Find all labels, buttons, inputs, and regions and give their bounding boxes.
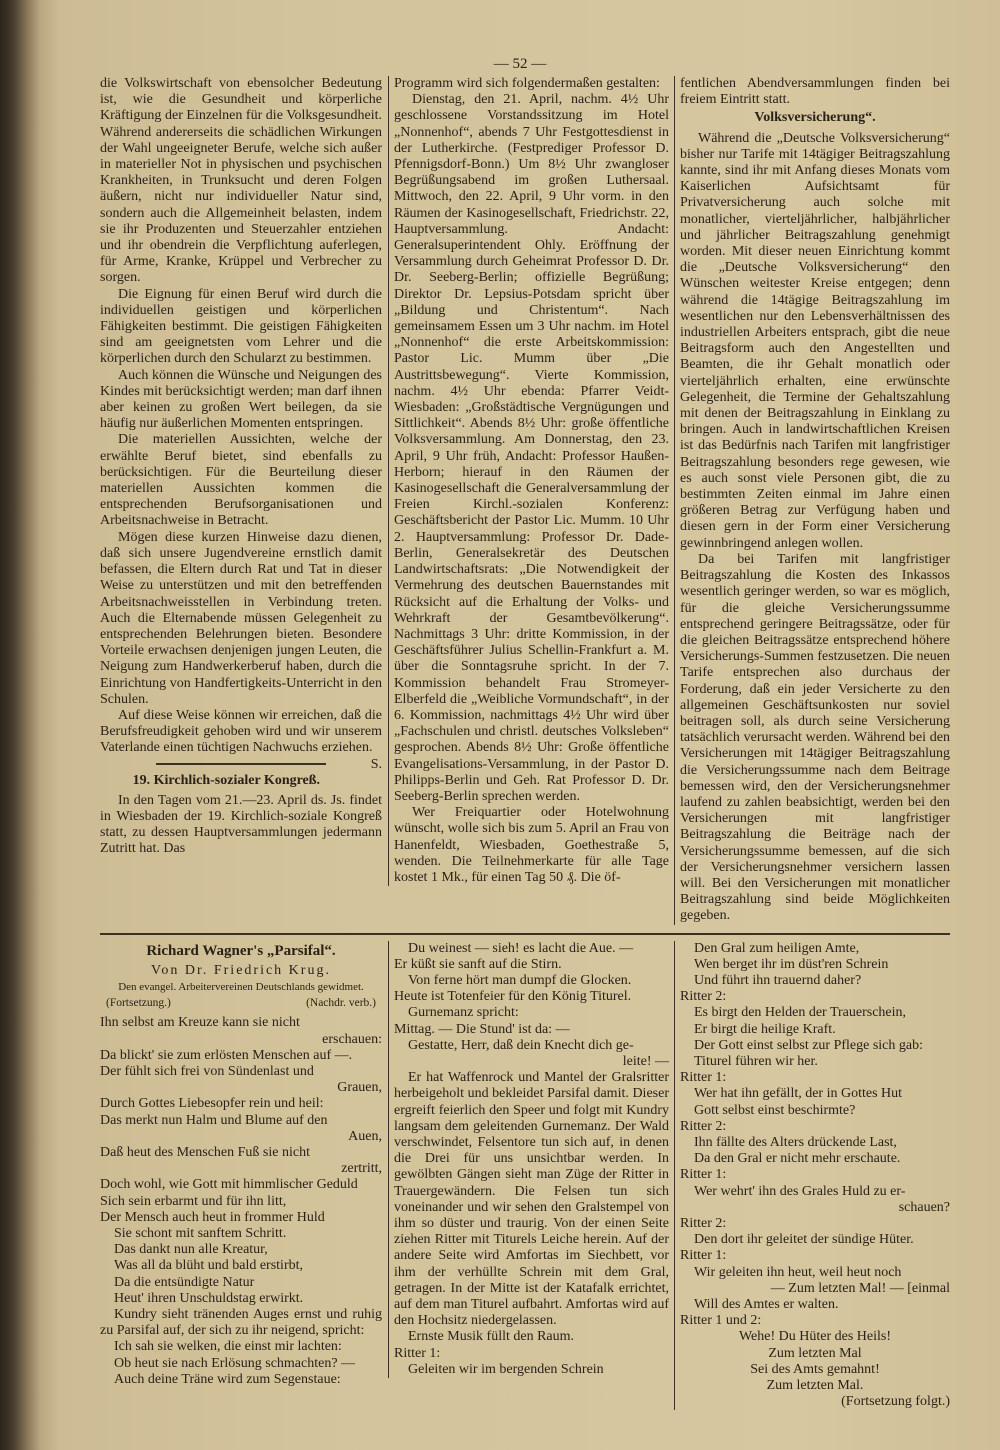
paragraph bbox=[394, 76, 669, 92]
verse-line: Ich sah sie welken, die einst mir lachten: bbox=[114, 1339, 342, 1355]
paragraph-text: fentlichen Abendversammlungen finden bei freiem Eintritt statt. bbox=[680, 76, 950, 108]
speaker-label: Ritter 2: bbox=[680, 1216, 727, 1232]
verse-line: Der fühlt sich frei von Sündenlast und bbox=[100, 1063, 314, 1079]
verse-line: Zum letzten Mal. bbox=[766, 1378, 864, 1394]
stage-direction: Kundry sieht tränenden Auges ernst und ruhig zu Parsifal auf, der sich zu ihr neigend, spricht: bbox=[100, 1307, 382, 1339]
poem-text bbox=[100, 1015, 382, 1388]
verse-line: Und führt ihn trauernd daher? bbox=[694, 972, 862, 988]
section-heading: 19. Kirchlich-sozialer Kongreß. bbox=[132, 772, 321, 788]
reprint-note: (Nachdr. verb.) bbox=[306, 997, 376, 1010]
verse-line: Grauen, bbox=[337, 1080, 382, 1096]
verse-line: Den Gral zum heiligen Amte, bbox=[694, 940, 860, 956]
verse-line: Der Gott einst selbst zur Pflege sich gab: bbox=[694, 1037, 924, 1053]
paragraph-text: Mögen diese kurzen Hinweise dazu dienen, daß sich unsere Jugendvereine ernstlich damit befassen, die Eltern durch Rat und Tat in dieser Weise zu unterstützen und mit den betreffenden Arbeitsnachweisstellen in Verbindung treten. Auch die Elternabende müssen Gelegenheit zu entsprechenden Belehrungen bieten. Besondere Vorteile erwachsen denjenigen jungen Leuten, die Neigung zum Handwerkerberuf haben, durch die Einrichtung von Handfertigkeits-Unterricht in den Schulen. bbox=[100, 529, 382, 707]
verse-line: Sich sein erbarmt und für ihn litt, bbox=[100, 1193, 287, 1209]
paragraph-text: Während die „Deutsche Volksversicherung“ bisher nur Tarife mit 14tägiger Beitragszahlung kannte, sind ihr mit Anfang dieses Monats vom Kaiserlichen Aufsichtsamt für Privatversicherung auch solche mit monatlicher, vierteljährlicher, halbjährlicher und jährlicher Beitragszahlung genehmigt worden. Mit dieser neuen Einrichtung kommt die „Deutsche Volksversicherung“ den Wünschen weitester Kreise entgegen; denn während die 14tägige Beitragszahlung im wesentlichen nur den Lebensverhältnissen des industriellen Arbeiters entsprach, gibt die neue Beitragsform auch den Angestellten und Beamten, die ihr Gehalt monatlich oder vierteljährlich erhalten, eine erwünschte Gelegenheit, die Termine der Gehaltszahlung mit denen der Beitragszahlung in Einklang zu bringen. Auch in landwirtschaftlichen Kreisen ist das Bedürfnis nach Tarifen mit langfristiger Beitragszahlung besonders rege gewesen, wie es auch sonst viele Personen gibt, die zu bestimmten Zeiten einmal im Jahre einen größeren Betrag zur Verfügung haben und diesen gern in der Form einer Versicherung gewinnbringend anlegen wollen. bbox=[680, 130, 950, 551]
verse-line: Er birgt die heilige Kraft. bbox=[694, 1021, 836, 1037]
verse-line: Gestatte, Herr, daß dein Knecht dich ge- bbox=[408, 1037, 634, 1053]
speaker-label: Ritter 1: bbox=[680, 1070, 727, 1086]
speaker-label: Ritter 1: bbox=[394, 1345, 441, 1361]
continuation-note: (Fortsetzung.) bbox=[106, 997, 171, 1010]
paragraph bbox=[394, 805, 669, 886]
verse-line: Ernste Musik füllt den Raum. bbox=[408, 1329, 575, 1345]
verse-line: Du weinest — sieh! es lacht die Aue. — bbox=[408, 940, 634, 956]
section-heading: Volksversicherung“. bbox=[754, 110, 876, 126]
section-divider bbox=[100, 933, 950, 935]
paragraph bbox=[100, 368, 382, 433]
verse-line: Durch Gottes Liebesopfer rein und heil: bbox=[100, 1096, 324, 1112]
verse-line: Will des Amtes er walten. bbox=[694, 1297, 839, 1313]
verse-line: Daß heut des Menschen Fuß sie nicht bbox=[100, 1145, 310, 1160]
paragraph bbox=[100, 287, 382, 368]
verse-line: Heute ist Totenfeier für den König Titurel. bbox=[394, 989, 632, 1005]
verse-line: Titurel führen wir her. bbox=[694, 1053, 818, 1069]
verse-line: erschauen: bbox=[322, 1031, 382, 1047]
verse-line: Er küßt sie sanft auf die Stirn. bbox=[394, 956, 562, 972]
dedication: Den evangel. Arbeitervereinen Deutschlands gewidmet. bbox=[118, 980, 364, 993]
top-column-2 bbox=[388, 76, 674, 886]
article-title: Richard Wagner's „Parsifal“. bbox=[146, 942, 336, 959]
speaker-label: Ritter 1 und 2: bbox=[680, 1313, 762, 1329]
bottom-column-2 bbox=[388, 941, 674, 1378]
speaker-label: Ritter 1: bbox=[680, 1167, 727, 1183]
verse-line: Da blickt' sie zum erlösten Menschen auf —. bbox=[100, 1047, 353, 1063]
verse-line: Mittag. — Die Stund' ist da: — bbox=[394, 1021, 570, 1037]
top-column-1 bbox=[100, 76, 388, 858]
verse-line: Das merkt nun Halm und Blume auf den bbox=[100, 1112, 328, 1128]
paragraph bbox=[680, 131, 950, 552]
paragraph-text: Auf diese Weise können wir erreichen, daß die Berufsfreudigkeit gehoben wird und wir unserem Vaterlande einen tüchtigen Nachwuchs erziehen. bbox=[100, 707, 382, 756]
speaker-label: Ritter 1: bbox=[680, 1248, 727, 1264]
paragraph bbox=[394, 92, 669, 805]
verse-line: Auen, bbox=[348, 1128, 382, 1144]
paragraph-text: Auch können die Wünsche und Neigungen des Kindes mit berücksichtigt werden; man darf ihnen aber keinen zu großen Wert beilegen, da sie häufig nur äußerlichen Momenten entspringen. bbox=[100, 367, 382, 432]
verse-line: Was all da blüht und bald erstirbt, bbox=[114, 1258, 303, 1274]
verse-line: — Zum letzten Mal! — [einmal bbox=[770, 1280, 950, 1296]
verse-line: Ihn selbst am Kreuze kann sie nicht bbox=[100, 1015, 300, 1031]
verse-line: Wehe! Du Hüter des Heils! bbox=[738, 1329, 892, 1345]
verse-line: Der Mensch auch heut in frommer Huld bbox=[100, 1209, 325, 1225]
paragraph-text: Da bei Tarifen mit langfristiger Beitragszahlung die Kosten des Inkassos wesentlich geringer werden, so war es möglich, für die gleiche Versicherungssumme entsprechend geringere Beitragssätze, oder für die gleichen Beitragssätze entsprechend höhere Versicherungs-Summen festzusetzen. Die neuen Tarife entsprechen also durchaus der Forderung, daß ein jeder Versicherte zu den allgemeinen Geschäftsunkosten nur soviel beitragen soll, als durch seine Versicherung tatsächlich verursacht werden. Während bei den Versicherungen mit 14tägiger Beitragszahlung die Versicherungssumme nach dem Beitrage bemessen wird, den der Versicherungsnehmer laufend zu zahlen beabsichtigt, werden bei den Versicherungen mit langfristiger Beitragszahlung die Beiträge nach der Versicherungssumme bemessen, auf die sich der Versicherungsnehmer versichern lassen will. Bei den Versicherungen mit monatlicher Beitragszahlung sind beide Möglichkeiten gegeben. bbox=[680, 551, 950, 924]
paragraph bbox=[100, 530, 382, 708]
paragraph-text: Wer Freiquartier oder Hotelwohnung wünscht, wolle sich bis zum 5. April an Frau von Hanenfeldt, Wiesbaden, Goethestraße 5, wenden. Die Teilnehmerkarte für alle Tage kostet 1 Mk., für einen Tag 50 ₰. Die öf- bbox=[394, 805, 669, 885]
verse-line: Ihn fällte des Alters drückende Last, bbox=[694, 1135, 897, 1150]
verse-line: Den dort ihr geleitet der sündige Hüter. bbox=[694, 1232, 914, 1248]
author-signature: S. bbox=[370, 756, 382, 772]
verse-line: Doch wohl, wie Gott mit himmlischer Geduld bbox=[100, 1177, 358, 1193]
paragraph-text: Programm wird sich folgendermaßen gestalten: bbox=[394, 76, 660, 91]
verse-line: Gurnemanz spricht: bbox=[408, 1005, 519, 1021]
verse-line: Gott selbst einst beschirmte? bbox=[694, 1102, 856, 1118]
paragraph-text: Dienstag, den 21. April, nachm. 4½ Uhr geschlossene Vorstandssitzung im Hotel „Nonnenhof“, abends 7 Uhr Festgottesdienst in der Lutherkirche. (Festprediger Professor D. Pfennigsdorf-Bonn.) Um 8½ Uhr zwangloser Begrüßungsabend im großen Luthersaal. Mittwoch, den 22. April, 9 Uhr vorm. in den Räumen der Kasinogesellschaft, Friedrichstr. 22, Hauptversammlung. Andacht: Generalsuperintendent Ohly. Eröffnung der Versammlung durch Geheimrat Professor D. Dr. Dr. Seeberg-Berlin; offizielle Begrüßung; Direktor Dr. Lepsius-Potsdam spricht über „Bildung und Christentum“. Nach gemeinsamem Essen um 3 Uhr nachm. im Hotel „Nonnenhof“ die erste Arbeitskommission: Pastor Lic. Mumm über „Die Austrittsbewegung“. Vierte Kommission, nachm. 4½ Uhr ebenda: Pfarrer Veidt-Wiesbaden: „Großstädtische Vergnügungen und Sittlichkeit“. Abends 8½ Uhr: große öffentliche Volksversammlung. Am Donnerstag, den 23. April, 9 Uhr früh, Andacht: Professor Haußen-Herborn; hierauf in den Räumen der Kasinogesellschaft die Generalversammlung der Freien Kirchl.-sozialen Konferenz: Geschäftsbericht der Pastor Lic. Mumm. 10 Uhr 2. Hauptversammlung: Professor Dr. Dade-Berlin, Generalsekretär des Deutschen Landwirtschaftsrats: „Die Notwendigkeit der Vermehrung des deutschen Bauernstandes mit Rücksicht auf die Erhaltung der Volks- und Wehrkraft der Gesamtbevölkerung“. Nachmittags 3 Uhr: dritte Kommission, in der Geschäftsführer Julius Schellin-Frankfurt a. M. über die Sonntagsruhe spricht. In der 7. Kommission behandelt Frau Stromeyer-Elberfeld die „Weibliche Vormundschaft“, in der 6. Kommission, nachmittags 4½ Uhr wird über „Fachschulen und christl. deutsches Volksleben“ gesprochen. Abends 8½ Uhr: Große öffentliche Evangelisations-Versammlung, in der Pastor D. Philipps-Berlin und Geh. Rat Professor D. Dr. Seeberg-Berlin sprechen werden. bbox=[394, 92, 669, 804]
verse-line: zertritt, bbox=[341, 1161, 382, 1177]
verse-line: leite! — bbox=[622, 1053, 669, 1069]
top-column-3 bbox=[674, 76, 950, 925]
verse-line: Geleiten wir im bergenden Schrein bbox=[408, 1361, 604, 1377]
verse-line: Wer hat ihn gefällt, der in Gottes Hut bbox=[694, 1086, 903, 1102]
bottom-column-3 bbox=[674, 941, 950, 1411]
speaker-label: Ritter 2: bbox=[680, 989, 727, 1005]
verse-line: (Fortsetzung folgt.) bbox=[841, 1394, 950, 1410]
paragraph bbox=[680, 76, 950, 108]
notes-row bbox=[100, 995, 382, 1011]
paragraph-text: Die Eignung für einen Beruf wird durch die individuellen geistigen und körperlichen Fähigkeiten bestimmt. Die geistigen Fähigkeiten sind am geeignetsten vom Lehrer und die körperlichen durch den Schularzt zu bestimmen. bbox=[100, 286, 382, 367]
verse-line: Zum letzten Mal bbox=[768, 1345, 862, 1361]
page-number: — 52 — bbox=[493, 56, 547, 72]
stage-direction: Er hat Waffenrock und Mantel der Gralsritter herbeigeholt und bekleidet Parsifal damit. Dieser ergreift feierlich den Speer und folgt mit Kundry langsam dem geleitenden Gurnemanz. Der Wald verschwindet, Felsentore tun sich auf, in denen die Drei für uns unsichtbar werden. In gewölbten Gängen sieht man Züge der Ritter in Trauergewändern. Die Felsen tun sich voneinander und wir sehen den Gralstempel von ihm so düster und traurig. Von der einen Seite ziehen Ritter mit Titurels Leiche herein. Auf der andere Seite wird Amfortas im Siechbett, vor ihm der verhüllte Schrein mit dem Gral, getragen. In der Mitte ist der Katafalk errichtet, auf dem man Titurel aufbahrt. Amfortas wird auf den Hochsitz niedergelassen. bbox=[394, 1070, 669, 1329]
paragraph-text: In den Tagen vom 21.—23. April ds. Js. findet in Wiesbaden der 19. Kirchlich-soziale Kongreß statt, zu dessen Hauptversammlungen jedermann Zutritt hat. Das bbox=[100, 792, 382, 857]
paragraph-text: die Volkswirtschaft von ebensolcher Bedeutung ist, wie die Gesundheit und körperliche Kräftigung der Einzelnen für die Volksgesundheit. Während andererseits die schädlichen Wirkungen der Wahl ungeeigneter Berufe, welche sich außer in materieller Not in physischen und psychischen Krankheiten, in Trunksucht und deren Folgen äußern, nicht nur individueller Natur sind, sondern auch die Allgemeinheit belasten, indem sie ihr Produzenten und Steuerzahler entziehen und ihr obendrein die Verpflichtung auferlegen, für Arme, Kranke, Krüppel und Verbrecher zu sorgen. bbox=[100, 76, 382, 286]
bottom-section bbox=[100, 941, 950, 1411]
article-author: Von Dr. Friedrich Krug. bbox=[151, 962, 331, 978]
verse-line: Es birgt den Helden der Trauerschein, bbox=[694, 1005, 907, 1021]
verse-line: Heut' ihren Unschuldstag erwirkt. bbox=[114, 1290, 304, 1306]
paragraph bbox=[680, 552, 950, 925]
verse-line: Sie schont mit sanftem Schritt. bbox=[114, 1226, 287, 1242]
paragraph bbox=[100, 76, 382, 287]
verse-line: Ob heut sie nach Erlösung schmachten? — bbox=[114, 1355, 356, 1371]
paragraph bbox=[100, 432, 382, 529]
paragraph-text: Die materiellen Aussichten, welche der erwählte Beruf bietet, sind ebenfalls zu berücksichtigen. Für die Beurteilung dieser materiellen Aussichten kommen die entsprechenden Berufsorganisationen und Arbeitsnachweise in Betracht. bbox=[100, 432, 382, 529]
verse-line: Da die entsündigte Natur bbox=[114, 1274, 255, 1290]
verse-line: Sei des Amts gemahnt! bbox=[750, 1361, 880, 1377]
verse-line: Von ferne hört man dumpf die Glocken. bbox=[408, 972, 632, 988]
paragraph bbox=[100, 793, 382, 858]
verse-line: Wen berget ihr im düst'ren Schrein bbox=[694, 956, 889, 972]
speaker-label: Ritter 2: bbox=[680, 1118, 727, 1134]
top-section bbox=[100, 76, 950, 925]
bottom-column-1 bbox=[100, 941, 388, 1388]
verse-line: Da den Gral er nicht mehr erschaute. bbox=[694, 1151, 901, 1167]
verse-line: Auch deine Träne wird zum Segenstaue: bbox=[114, 1371, 341, 1387]
verse-line: Wir geleiten ihn heut, weil heut noch bbox=[694, 1264, 902, 1280]
verse-line: Wer wehrt' ihn des Grales Huld zu er- bbox=[694, 1183, 906, 1199]
paragraph bbox=[100, 707, 382, 772]
verse-line: schauen? bbox=[898, 1199, 950, 1215]
verse-line: Das dankt nun alle Kreatur, bbox=[114, 1242, 268, 1258]
article-divider bbox=[156, 763, 325, 765]
